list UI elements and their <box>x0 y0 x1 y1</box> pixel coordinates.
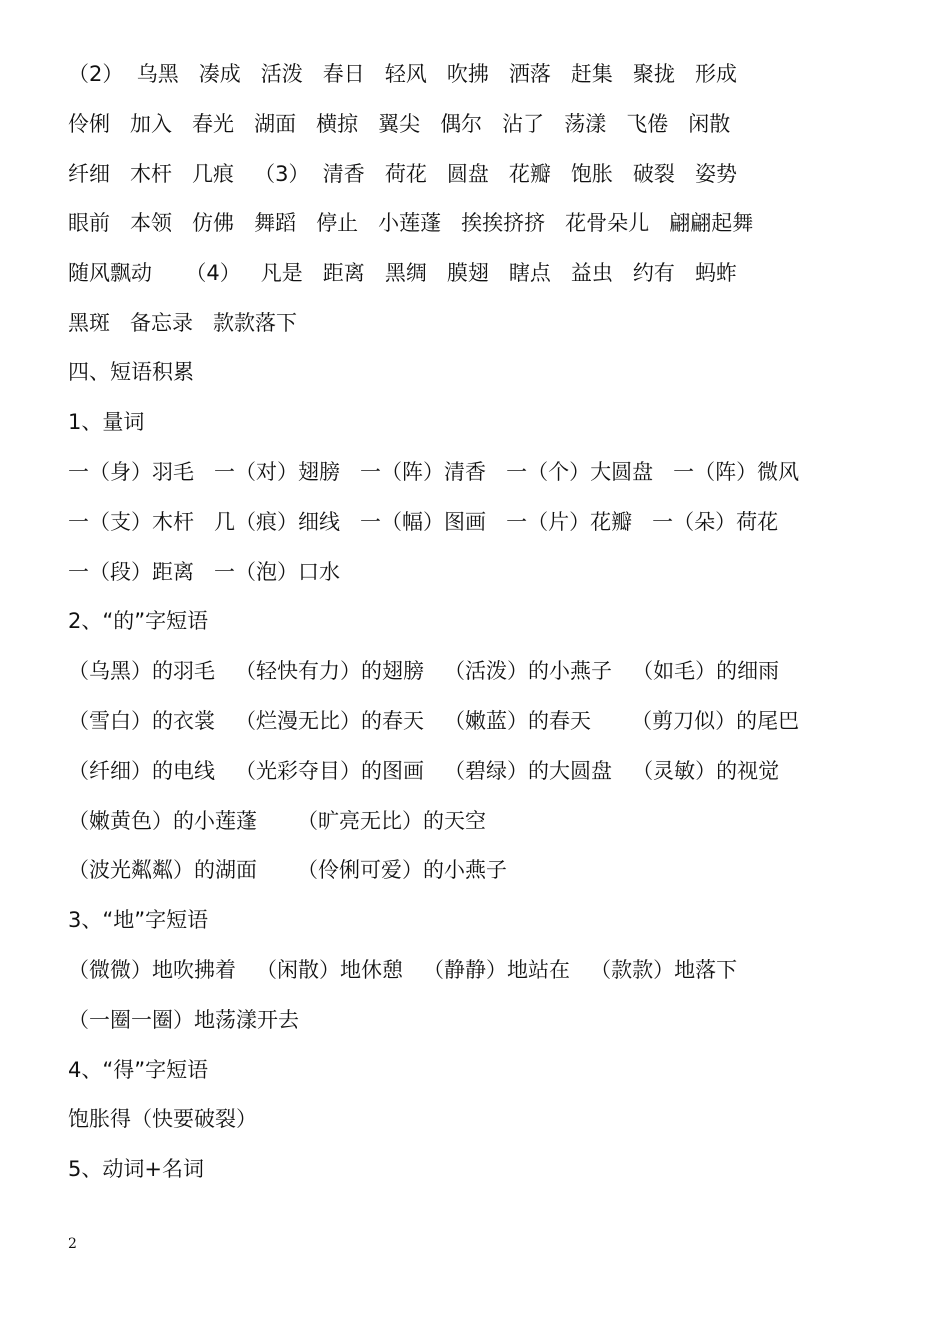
text-line: （微微）地吹拂着 （闲散）地休憩 （静静）地站在 （款款）地落下 <box>68 958 738 982</box>
text-line: 纤细 木杆 几痕 （3） 清香 荷花 圆盘 花瓣 饱胀 破裂 姿势 <box>68 162 737 186</box>
subsection-heading: 2、“的”字短语 <box>68 609 209 633</box>
text-line: 一（段）距离 一（泡）口水 <box>68 560 341 584</box>
text-line: （乌黑）的羽毛 （轻快有力）的翅膀 （活泼）的小燕子 （如毛）的细雨 <box>68 659 780 683</box>
text-line: 眼前 本领 仿佛 舞蹈 停止 小莲蓬 挨挨挤挤 花骨朵儿 翩翩起舞 <box>68 211 754 235</box>
text-line: （2） 乌黑 凑成 活泼 春日 轻风 吹拂 洒落 赶集 聚拢 形成 <box>68 62 737 86</box>
section-heading: 四、短语积累 <box>68 360 194 384</box>
text-line: 一（支）木杆 几（痕）细线 一（幅）图画 一（片）花瓣 一（朵）荷花 <box>68 510 779 534</box>
text-line: 饱胀得（快要破裂） <box>68 1107 257 1131</box>
subsection-heading: 1、量词 <box>68 410 145 434</box>
text-line: 伶俐 加入 春光 湖面 横掠 翼尖 偶尔 沾了 荡漾 飞倦 闲散 <box>68 112 731 136</box>
subsection-heading: 4、“得”字短语 <box>68 1058 209 1082</box>
text-line: 一（身）羽毛 一（对）翅膀 一（阵）清香 一（个）大圆盘 一（阵）微风 <box>68 460 800 484</box>
subsection-heading: 5、动词+名词 <box>68 1157 204 1181</box>
text-line: 黑斑 备忘录 款款落下 <box>68 311 298 335</box>
subsection-heading: 3、“地”字短语 <box>68 908 209 932</box>
text-line: （雪白）的衣裳 （烂漫无比）的春天 （嫩蓝）的春天 （剪刀似）的尾巴 <box>68 709 800 733</box>
text-line: （嫩黄色）的小莲蓬 （旷亮无比）的天空 <box>68 809 487 833</box>
page-number: 2 <box>68 1236 77 1252</box>
text-line: （波光粼粼）的湖面 （伶俐可爱）的小燕子 <box>68 858 508 882</box>
text-line: （一圈一圈）地荡漾开去 <box>68 1008 299 1032</box>
text-line: 随风飘动 （4） 凡是 距离 黑绸 膜翅 瞎点 益虫 约有 蚂蚱 <box>68 261 737 285</box>
text-line: （纤细）的电线 （光彩夺目）的图画 （碧绿）的大圆盘 （灵敏）的视觉 <box>68 759 780 783</box>
